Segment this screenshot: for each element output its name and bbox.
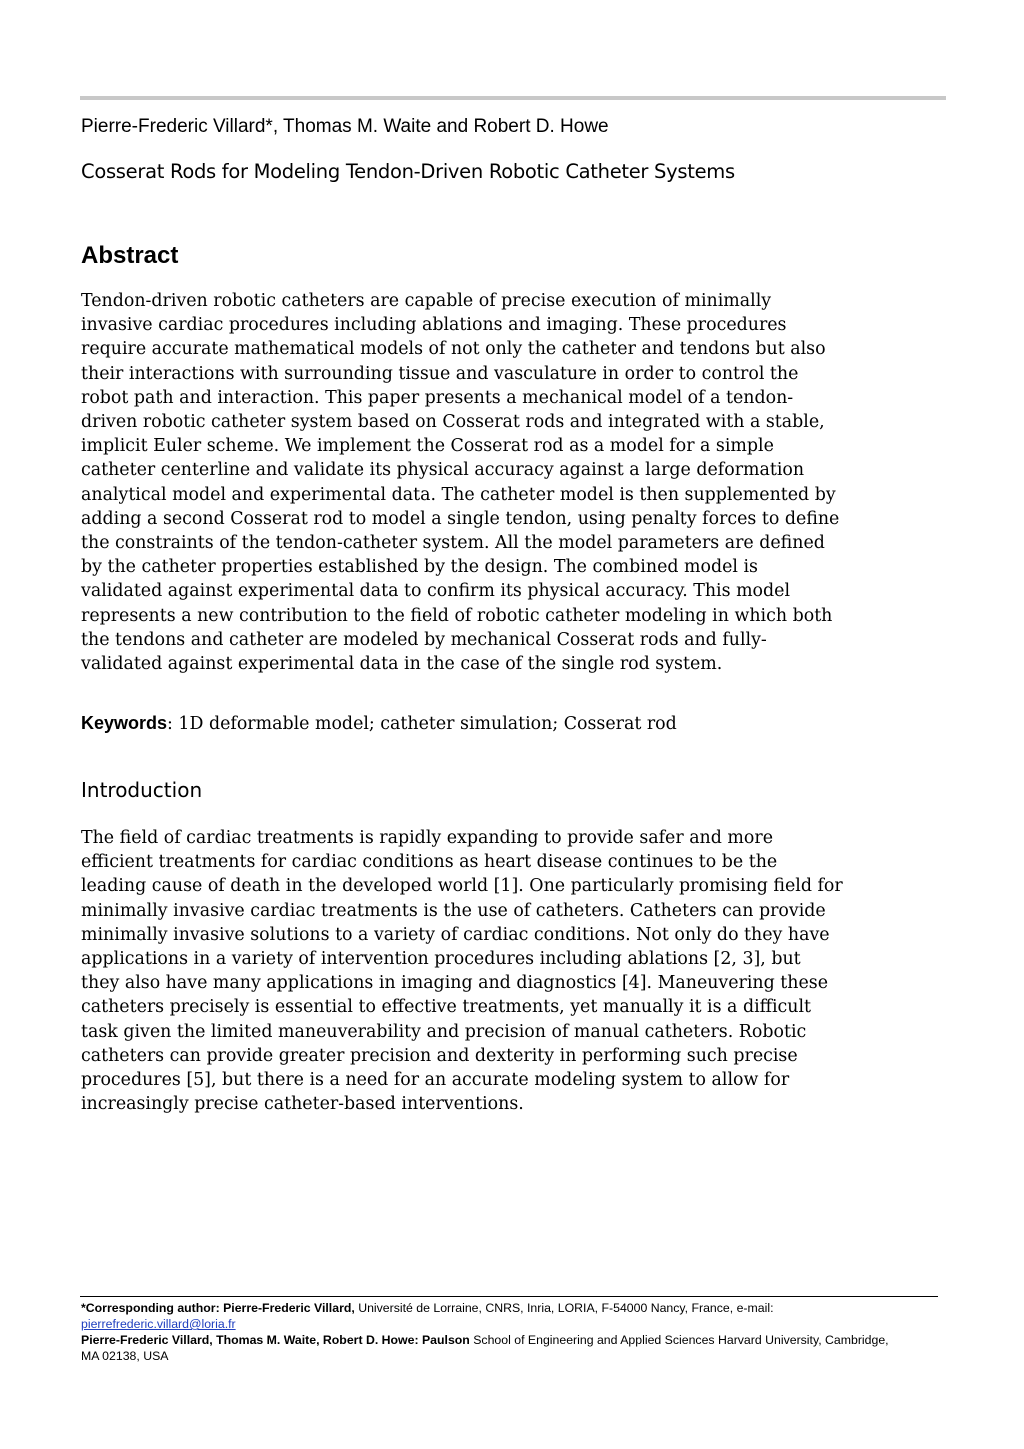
abstract-line: driven robotic catheter system based on Cosserat rods and integrated with a stable, — [81, 412, 825, 433]
corresponding-author-label: *Corresponding author: Pierre-Frederic Villard, — [81, 1301, 355, 1315]
author-list: Pierre-Frederic Villard*, Thomas M. Waite and Robert D. Howe — [81, 116, 609, 137]
introduction-line: they also have many applications in imaging and diagnostics [4]. Maneuvering these — [81, 973, 828, 994]
footnote-rule — [80, 1296, 938, 1297]
abstract-line: robot path and interaction. This paper presents a mechanical model of a tendon- — [81, 387, 794, 408]
abstract-body — [81, 289, 951, 676]
paper-title: Cosserat Rods for Modeling Tendon-Driven Robotic Catheter Systems — [81, 160, 735, 183]
introduction-line: minimally invasive solutions to a variety of cardiac conditions. Not only do they have — [81, 924, 830, 945]
introduction-body — [81, 826, 951, 1116]
keywords-label: Keywords — [81, 713, 168, 733]
introduction-line: procedures [5], but there is a need for an accurate modeling system to allow for — [81, 1070, 790, 1091]
affiliation-text: School of Engineering and Applied Sciences Harvard University, Cambridge, — [469, 1333, 889, 1347]
corresponding-author-affiliation: Université de Lorraine, CNRS, Inria, LORIA, F-54000 Nancy, France, e-mail: — [354, 1301, 774, 1315]
abstract-line: invasive cardiac procedures including ablations and imaging. These procedures — [81, 315, 787, 336]
keywords-separator: : — [167, 714, 173, 734]
abstract-line: by the catheter properties established by the design. The combined model is — [81, 557, 758, 578]
abstract-line: represents a new contribution to the field of robotic catheter modeling in which both — [81, 605, 833, 626]
introduction-heading: Introduction — [81, 778, 203, 802]
email-link[interactable]: pierrefrederic.villard@loria.fr — [81, 1317, 236, 1331]
introduction-line: catheters can provide greater precision and dexterity in performing such precise — [81, 1045, 798, 1066]
abstract-line: implicit Euler scheme. We implement the Cosserat rod as a model for a simple — [81, 436, 774, 457]
abstract-line: the tendons and catheter are modeled by mechanical Cosserat rods and fully- — [81, 629, 767, 650]
introduction-line: efficient treatments for cardiac conditions as heart disease continues to be the — [81, 852, 778, 873]
abstract-line: analytical model and experimental data. The catheter model is then supplemented by — [81, 484, 836, 505]
affiliation-address: MA 02138, USA — [81, 1349, 169, 1363]
abstract-line: validated against experimental data in the case of the single rod system. — [81, 654, 723, 675]
introduction-line: increasingly precise catheter-based interventions. — [81, 1094, 524, 1115]
header-rule — [80, 96, 946, 100]
abstract-line: Tendon-driven robotic catheters are capable of precise execution of minimally — [81, 291, 772, 311]
affiliation-note — [81, 1332, 951, 1364]
keywords-text: 1D deformable model; catheter simulation; Cosserat rod — [172, 714, 677, 734]
introduction-line: task given the limited maneuverability and precision of manual catheters. Robotic — [81, 1021, 807, 1042]
introduction-line: leading cause of death in the developed world [1]. One particularly promising field for — [81, 876, 843, 897]
abstract-line: require accurate mathematical models of not only the catheter and tendons but also — [81, 339, 826, 360]
abstract-heading: Abstract — [81, 242, 179, 269]
abstract-line: validated against experimental data to confirm its physical accuracy. This model — [81, 581, 791, 602]
abstract-line: the constraints of the tendon-catheter system. All the model parameters are defined — [81, 533, 825, 554]
abstract-line: adding a second Cosserat rod to model a single tendon, using penalty forces to define — [81, 508, 840, 529]
corresponding-author-note — [81, 1300, 951, 1332]
keywords — [81, 713, 677, 734]
introduction-line: minimally invasive cardiac treatments is the use of catheters. Catheters can provide — [81, 900, 826, 921]
affiliation-label: Pierre-Frederic Villard, Thomas M. Waite, Robert D. Howe: Paulson — [81, 1333, 470, 1347]
introduction-line: The field of cardiac treatments is rapidly expanding to provide safer and more — [81, 828, 773, 848]
abstract-line: their interactions with surrounding tissue and vasculature in order to control the — [81, 363, 799, 384]
introduction-line: applications in a variety of intervention procedures including ablations [2, 3], but — [81, 949, 801, 970]
introduction-line: catheters precisely is essential to effective treatments, yet manually it is a difficult — [81, 997, 812, 1018]
abstract-line: catheter centerline and validate its physical accuracy against a large deformation — [81, 460, 805, 481]
